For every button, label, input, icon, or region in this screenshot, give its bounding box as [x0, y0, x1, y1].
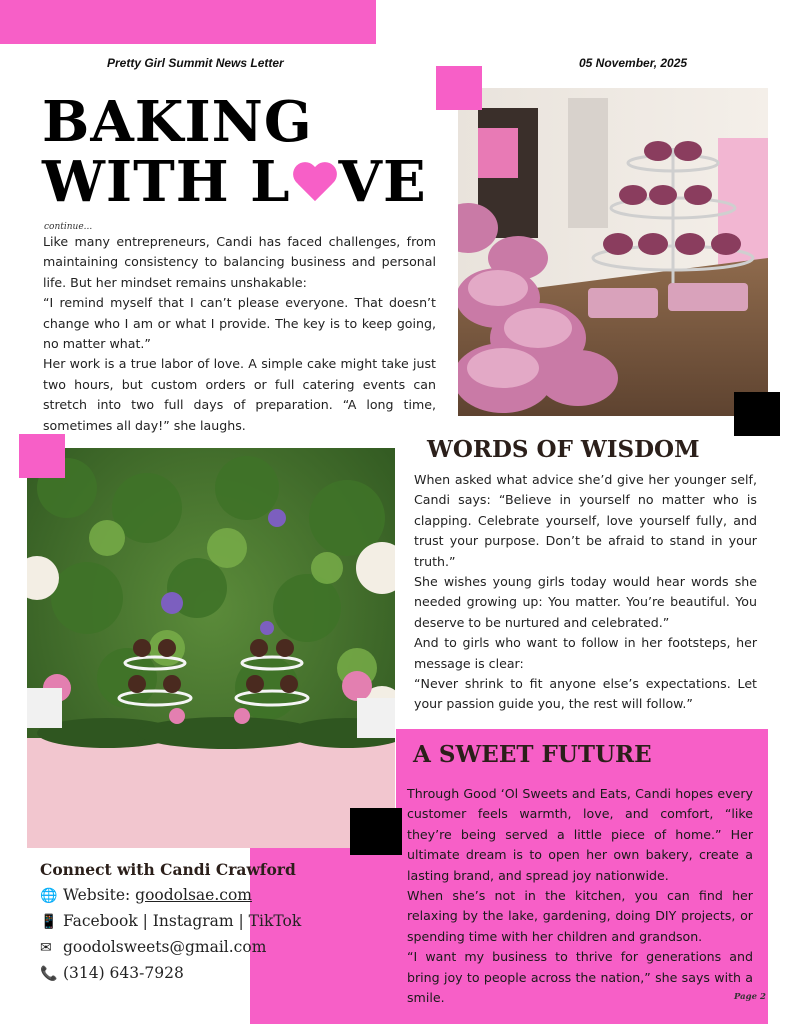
envelope-icon: ✉: [40, 940, 52, 956]
title-line-2-end: VE: [338, 149, 427, 215]
heart-icon: [293, 163, 337, 203]
wisdom-text: [414, 470, 757, 715]
social-links[interactable]: Facebook | Instagram | TikTok: [62, 912, 302, 930]
intro-paragraph: “I remind myself that I can’t please everyone. That doesn’t change who I am or what I provide. The key is to keep going, no matter what.”: [43, 295, 436, 352]
future-heading: A SWEET FUTURE: [413, 741, 652, 768]
future-paragraph: Through Good ‘Ol Sweets and Eats, Candi hopes every customer feels warmth, love, and comfort, “like they’re being served a little piece of home.” Her ultimate dream is to open her own bakery, create a lasting brand, and spread joy nationwide.: [407, 786, 753, 883]
newsletter-date: 05 November, 2025: [579, 56, 688, 70]
title-line-2: [42, 149, 427, 215]
future-paragraph: When she’s not in the kitchen, you can find her relaxing by the lake, gardening, doing DIY projects, or spending time with her children and grandson.: [407, 888, 753, 944]
phone-number[interactable]: (314) 643-7928: [62, 964, 184, 982]
wisdom-paragraph: When asked what advice she’d give her younger self, Candi says: “Believe in yourself no matter who is clapping. Celebrate yourself, love yourself fully, and trust your purpose. Don’t be afraid to stand in your truth.”: [414, 472, 757, 569]
intro-text: [43, 232, 436, 436]
globe-icon: 🌐: [40, 888, 58, 904]
intro-paragraph: Her work is a true labor of love. A simple cake might take just two hours, but custom orders or full catering events can stretch into two full days of preparation. “A long time, sometimes all day!” she laughs.: [43, 356, 436, 433]
contact-website-row: [40, 883, 340, 909]
title-line-1: BAKING: [42, 89, 313, 155]
wisdom-heading: WORDS OF WISDOM: [427, 436, 700, 463]
wisdom-paragraph: And to girls who want to follow in her footsteps, her message is clear:: [414, 635, 757, 671]
email-address[interactable]: goodolsweets@gmail.com: [62, 938, 267, 956]
website-label: Website:: [62, 886, 136, 904]
website-link[interactable]: goodolsae.com: [135, 886, 252, 904]
pink-square-left: [19, 434, 65, 478]
newsletter-name: Pretty Girl Summit News Letter: [107, 56, 284, 70]
cupcake-display-photo: [458, 88, 768, 416]
wisdom-paragraph: She wishes young girls today would hear words she needed growing up: You matter. You’re beautiful. You deserve to be nurtured and celebrated.”: [414, 574, 757, 630]
top-pink-bar: [0, 0, 376, 44]
contact-block: [40, 860, 340, 987]
black-square-right: [734, 392, 780, 436]
contact-phone-row: [40, 961, 340, 987]
telephone-icon: 📞: [40, 966, 58, 982]
contact-social-row: [40, 909, 340, 935]
wisdom-paragraph: “Never shrink to fit anyone else’s expectations. Let your passion guide you, the rest will follow.”: [414, 676, 757, 712]
pink-square-top: [436, 66, 482, 110]
phone-icon: 📱: [40, 914, 58, 930]
black-square-center: [350, 808, 402, 855]
future-paragraph: “I want my business to thrive for generations and bring joy to people across the nation,” she says with a smile.: [407, 949, 753, 1006]
page-number: Page 2: [734, 992, 766, 1002]
contact-heading: Connect with Candi Crawford: [40, 860, 296, 879]
intro-paragraph: Like many entrepreneurs, Candi has faced challenges, from maintaining consistency to balancing business and personal life. But her mindset remains unshakable:: [43, 234, 436, 290]
continue-label: continue...: [44, 222, 93, 232]
title-line-2-start: WITH L: [42, 149, 291, 215]
future-text: [407, 784, 753, 1008]
flower-wall-photo: [27, 448, 395, 848]
contact-email-row: [40, 935, 340, 961]
page-title: [42, 89, 427, 215]
